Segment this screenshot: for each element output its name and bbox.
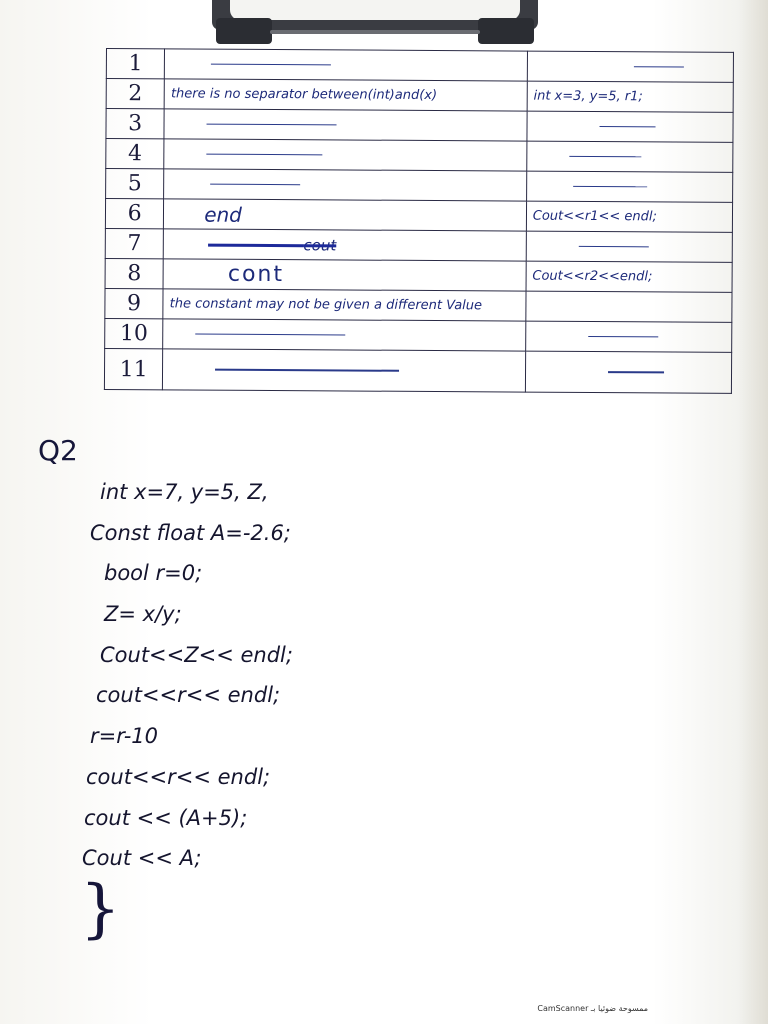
blank-dash [210,183,300,185]
row-number: 3 [106,109,164,139]
blank-dash [588,336,658,338]
error-reason-cell [163,319,526,351]
blank-dash [608,371,664,373]
code-line: bool r=0; [104,561,203,586]
row-number: 2 [106,79,164,109]
error-reason-cell [164,139,527,171]
error-reason-cell [164,169,527,201]
blank-dash [215,369,399,372]
row-number: 8 [105,258,163,288]
blank-dash [196,333,346,335]
correction-cell: Cout<<r1<< endl; [526,201,732,232]
table-row [106,109,733,143]
blank-dash [207,123,337,125]
row-number: 5 [106,169,164,199]
clip-wire [270,30,480,34]
code-line: Cout<<Z<< endl; [100,642,293,667]
correction-cell [527,141,733,172]
answer-table [104,48,734,394]
correction-cell [525,351,731,393]
table-row [106,49,733,83]
row-number: 9 [105,288,163,318]
error-reason-cell: the constant may not be given a different Value [163,289,526,321]
error-reason-cell: there is no separator between(int)and(x) [164,79,527,111]
table-row [105,288,732,322]
clip-foot-left [216,18,272,44]
question-heading: Q2 [38,434,78,467]
code-line: Cout << A; [82,846,202,871]
code-line: int x=7, y=5, Z, [100,480,269,504]
correction-cell [526,171,732,202]
page-edge-shadow [738,0,768,1024]
code-line: r=r-10 [90,724,159,749]
error-reason-cell [164,109,527,141]
crossed-out-text [208,235,336,254]
table-row [106,139,733,173]
correction-cell [527,51,733,82]
code-line: Const float A=-2.6; [90,520,291,545]
table-row [105,199,732,233]
error-reason-cell [164,199,527,231]
blank-dash [211,63,331,65]
table-row [105,228,732,262]
blank-dash [569,156,641,158]
row-number: 11 [104,348,163,389]
table-row [105,258,732,292]
blank-dash [599,126,655,128]
closing-brace: } [80,872,121,946]
blank-dash [579,246,649,248]
row-number: 10 [105,318,163,348]
correction-cell: Cout<<r2<<endl; [526,261,732,292]
code-line: Z= x/y; [104,602,182,627]
error-reason-cell [163,349,526,392]
row-number: 1 [106,49,164,79]
error-reason-cell [163,229,526,261]
table-row [105,318,732,352]
correction-cell [525,321,731,352]
correction-cell [527,111,733,142]
clip-cutout [230,0,520,20]
clipboard-clip [212,0,538,44]
table-row [104,348,731,393]
error-reason-cell [163,259,526,291]
table-row [106,169,733,203]
correction-cell [526,291,732,322]
row-number: 6 [105,199,163,229]
code-line: cout << (A+5); [84,805,248,830]
correction-cell [526,231,732,262]
code-line: cout<<r<< endl; [96,683,281,708]
scanner-watermark: CamScanner ممسوحة ضوئيا بـ [537,1004,648,1013]
reason-text: end [204,202,243,227]
reason-text: cont [227,261,285,288]
code-line: cout<<r<< endl; [86,764,271,789]
error-reason-cell [165,49,528,81]
row-number: 7 [105,228,163,258]
correction-cell: int x=3, y=5, r1; [527,81,733,112]
blank-dash [573,186,647,188]
blank-dash [634,66,684,68]
table-row [106,79,733,113]
crossed-out-word: cout [303,235,337,254]
clip-foot-right [478,18,534,44]
row-number: 4 [106,139,164,169]
blank-dash [207,153,323,155]
code-listing [82,472,510,879]
